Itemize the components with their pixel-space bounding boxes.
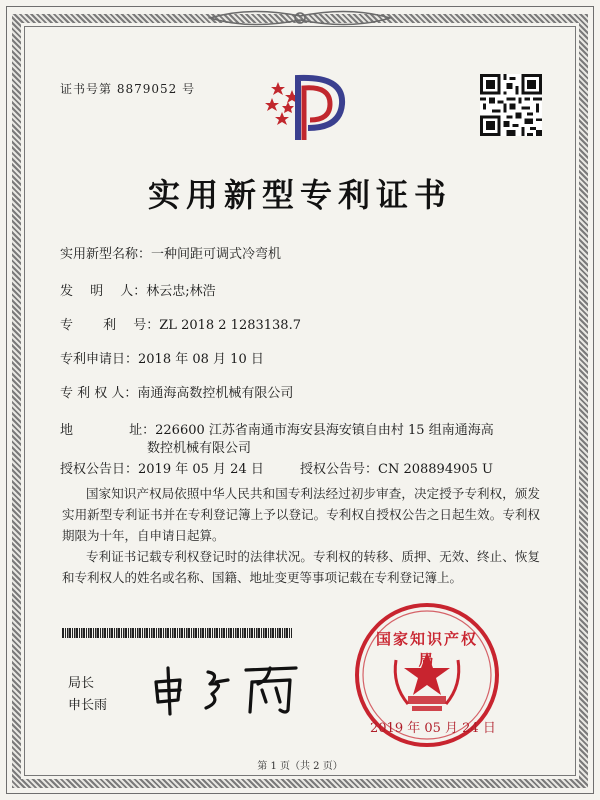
field-filing-date [60,348,264,367]
field-label: 地 址： [60,423,156,438]
seal-date: 2019 年 05 月 24 日 [370,721,496,736]
field-label: 授权公告日： [60,462,139,477]
certificate-number: 证书号第 8879052 号 [60,82,196,96]
field-patentee [60,382,293,401]
top-ornament-icon [200,6,400,30]
field-label: 发 明 人： [60,284,147,299]
director-name: 申长雨 [68,698,108,713]
field-value: 2019 年 05 月 24 日 [138,462,264,477]
barcode-icon [62,628,292,638]
field-label: 专利申请日： [60,352,139,367]
field-label: 专 利 权 人： [60,386,138,401]
field-utility-model-name [60,243,281,262]
field-grant-number [300,458,493,477]
field-value: 林云忠;林浩 [146,284,216,299]
field-value: CN 208894905 U [378,462,493,477]
field-label: 实用新型名称： [60,247,152,262]
field-value: 2018 年 08 月 10 日 [138,352,264,367]
cnipa-logo-icon [258,70,348,148]
field-value: 226600 江苏省南通市海安县海安镇自由村 15 组南通海高 [155,423,494,438]
field-value: 南通海高数控机械有限公司 [137,386,294,401]
field-patent-number [60,314,301,333]
field-label: 专 利 号： [60,318,160,333]
statement-paragraph-1: 国家知识产权局依照中华人民共和国专利法经过初步审查，决定授予专利权，颁发实用新型专利证书并在专利登记簿上予以登记。专利权自授权公告之日起生效。专利权期限为十年，自申请日起算。 [62,486,540,543]
field-value: ZL 2018 2 1283138.7 [159,318,301,333]
field-label: 授权公告号： [300,462,379,477]
qr-code-icon [480,74,542,136]
page-footer: 第 1 页（共 2 页） [257,761,343,772]
seal-text: 国家知识产权局 [376,630,479,669]
certificate-title: 实用新型专利证书 [147,176,452,214]
field-address [60,419,494,438]
field-value: 一种间距可调式冷弯机 [151,247,282,262]
statement-paragraph-2: 专利证书记载专利权登记时的法律状况。专利权的转移、质押、无效、终止、恢复和专利权人的姓名或名称、国籍、地址变更等事项记载在专利登记簿上。 [62,549,540,585]
director-title: 局长 [68,676,95,691]
handwritten-signature-icon [150,660,300,716]
field-address-line2: 数控机械有限公司 [147,441,252,456]
field-inventor [60,280,216,299]
field-grant-date [60,458,264,477]
